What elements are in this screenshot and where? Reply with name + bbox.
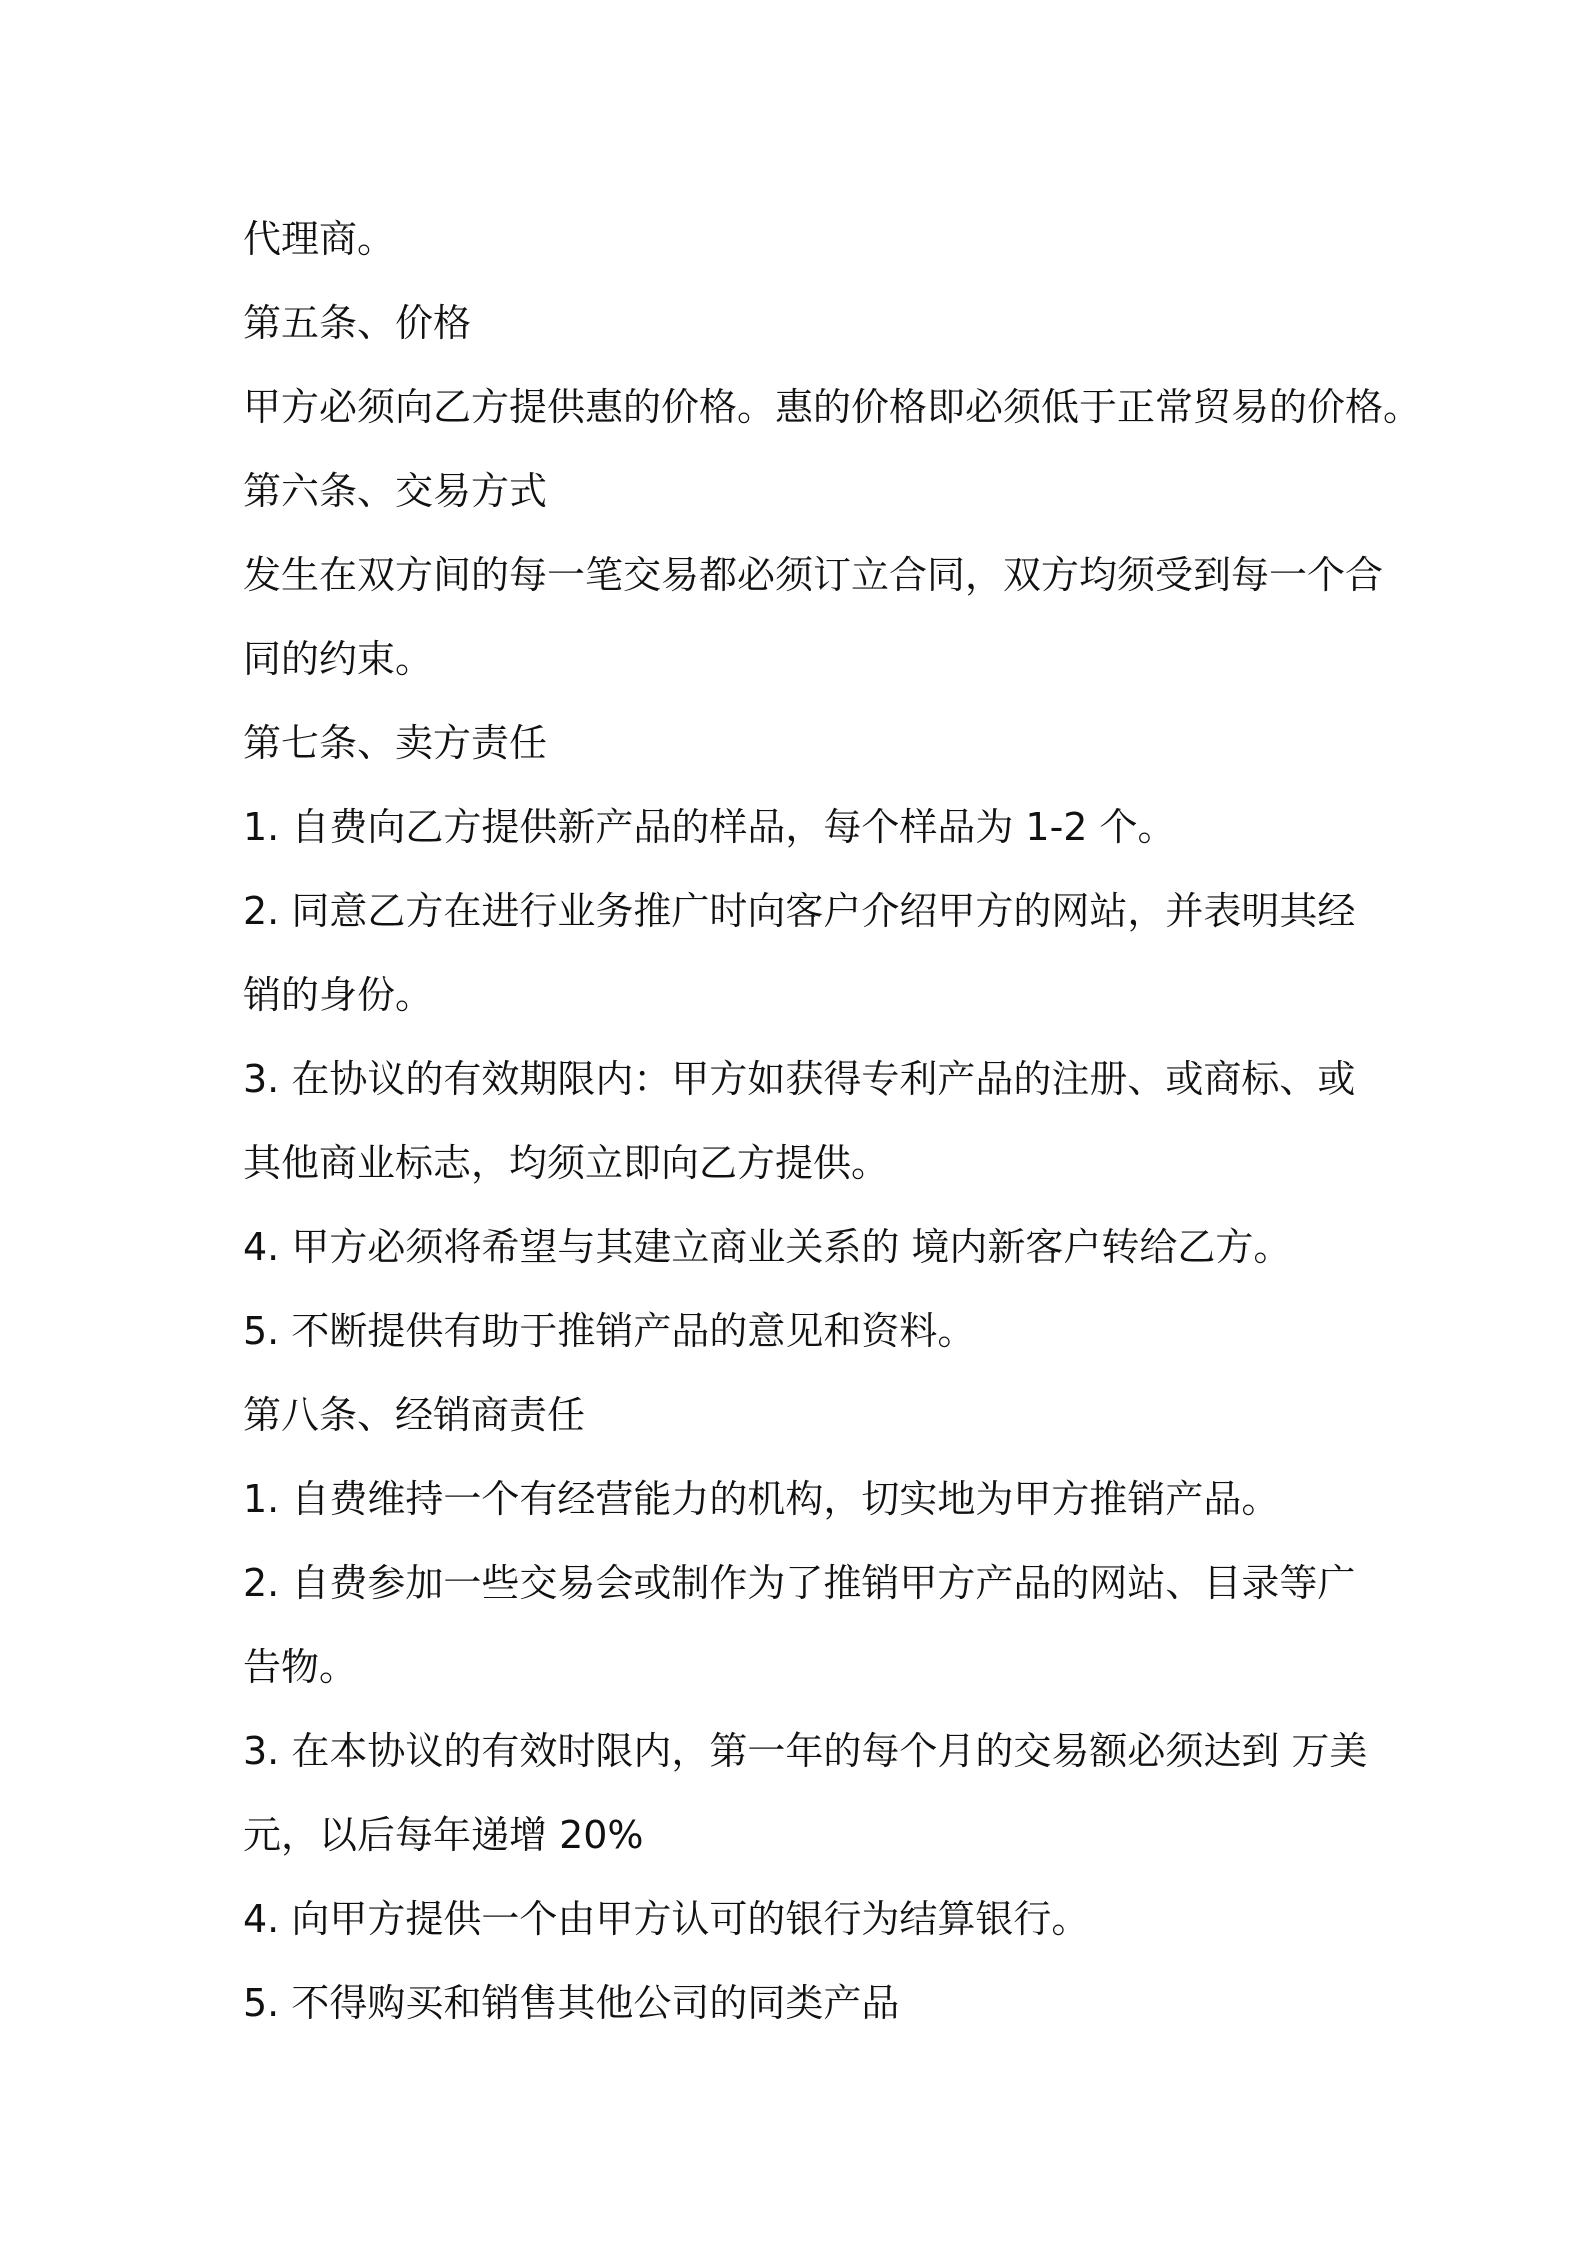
article-8-item-3-continued: 元，以后每年递增 20% bbox=[243, 1813, 644, 1857]
article-8-item-2: 2. 自费参加一些交易会或制作为了推销甲方产品的网站、目录等广 bbox=[243, 1561, 1356, 1605]
article-7-item-5: 5. 不断提供有助于推销产品的意见和资料。 bbox=[243, 1309, 976, 1353]
article-8-item-5: 5. 不得购买和销售其他公司的同类产品 bbox=[243, 1981, 900, 2025]
article-7-item-4: 4. 甲方必须将希望与其建立商业关系的 境内新客户转给乙方。 bbox=[243, 1225, 1292, 1269]
text-line-continuation: 代理商。 bbox=[243, 217, 396, 261]
article-8-item-4: 4. 向甲方提供一个由甲方认可的银行为结算银行。 bbox=[243, 1897, 1090, 1941]
article-8-heading: 第八条、经销商责任 bbox=[243, 1393, 586, 1437]
article-5-heading: 第五条、价格 bbox=[243, 301, 472, 345]
article-7-item-3: 3. 在协议的有效期限内：甲方如获得专利产品的注册、或商标、或 bbox=[243, 1057, 1356, 1101]
article-5-text: 甲方必须向乙方提供惠的价格。惠的价格即必须低于正常贸易的价格。 bbox=[243, 385, 1422, 429]
article-8-item-1: 1. 自费维持一个有经营能力的机构，切实地为甲方推销产品。 bbox=[243, 1477, 1280, 1521]
article-8-item-3: 3. 在本协议的有效时限内，第一年的每个月的交易额必须达到 万美 bbox=[243, 1729, 1368, 1773]
document-body bbox=[243, 197, 1422, 2045]
article-7-item-1: 1. 自费向乙方提供新产品的样品，每个样品为 1-2 个。 bbox=[243, 805, 1176, 849]
article-6-heading: 第六条、交易方式 bbox=[243, 469, 548, 513]
article-7-item-2-continued: 销的身份。 bbox=[243, 973, 434, 1017]
article-8-item-2-continued: 告物。 bbox=[243, 1645, 358, 1689]
article-7-item-2: 2. 同意乙方在进行业务推广时向客户介绍甲方的网站，并表明其经 bbox=[243, 889, 1356, 933]
article-6-text-line: 同的约束。 bbox=[243, 637, 434, 681]
article-7-heading: 第七条、卖方责任 bbox=[243, 721, 548, 765]
article-7-item-3-continued: 其他商业标志，均须立即向乙方提供。 bbox=[243, 1141, 890, 1185]
article-6-text-line: 发生在双方间的每一笔交易都必须订立合同，双方均须受到每一个合 bbox=[243, 553, 1384, 597]
